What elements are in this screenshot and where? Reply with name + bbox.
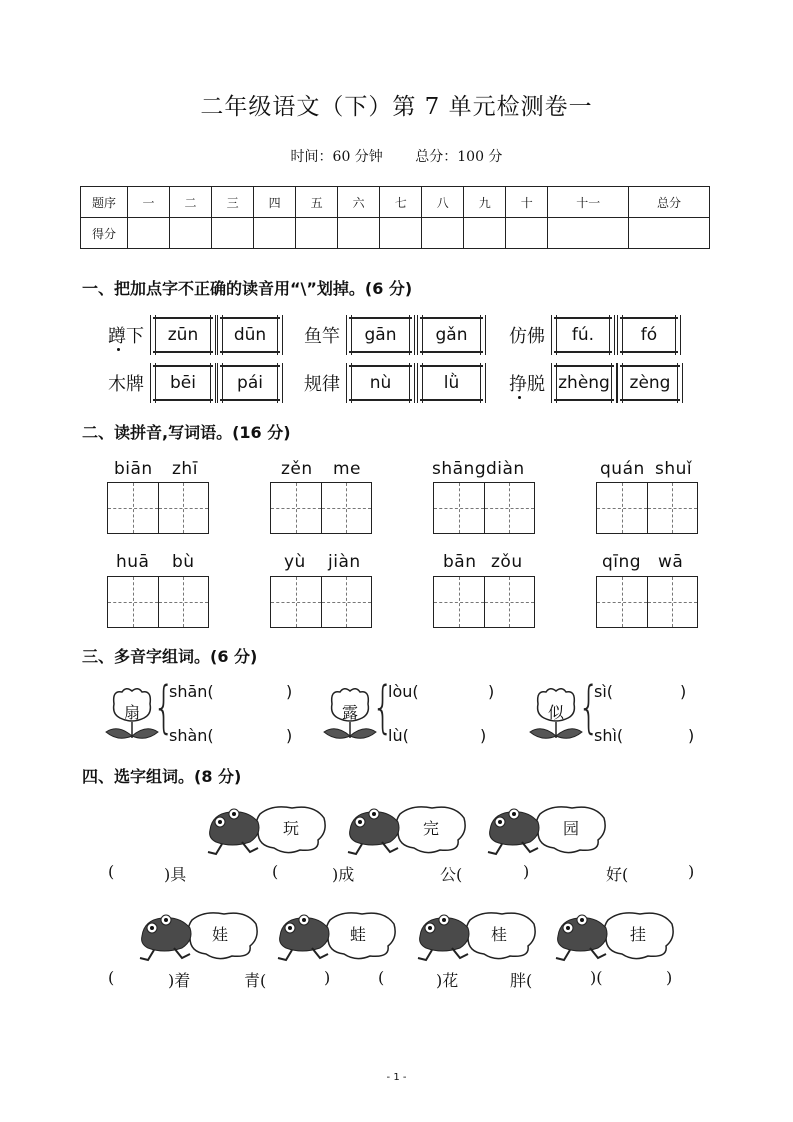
table-header-cell: 九	[464, 187, 506, 218]
pinyin-syllable: bù	[172, 552, 195, 572]
fill-blank-text[interactable]: 公(	[440, 865, 463, 884]
score-table	[80, 186, 710, 249]
pinyin-option[interactable]: gān	[349, 317, 412, 353]
q1-word: 鱼竿	[304, 326, 340, 347]
q1-word: 仿佛	[509, 326, 545, 347]
score-table-score-row	[81, 218, 710, 249]
fill-blank-close[interactable]: )	[688, 862, 695, 881]
fill-blank-text[interactable]: )(	[590, 968, 603, 987]
paren-close: )	[286, 726, 293, 745]
pinyin-option[interactable]: zèng	[620, 365, 680, 401]
candidate-char: 园	[563, 819, 580, 838]
writing-grid[interactable]	[433, 482, 535, 534]
paren-close: )	[680, 682, 687, 701]
table-header-cell: 总分	[629, 187, 710, 218]
pinyin-syllable: huā	[116, 552, 150, 572]
candidate-char: 蛙	[350, 925, 367, 944]
paren-close: )	[286, 682, 293, 701]
paren-close: )	[688, 726, 695, 745]
score-cell[interactable]	[170, 218, 212, 249]
fill-blank-open[interactable]: (	[108, 862, 115, 881]
score-cell[interactable]	[629, 218, 710, 249]
pinyin-syllable: zěn	[281, 459, 313, 479]
score-cell[interactable]	[464, 218, 506, 249]
fill-blank-open[interactable]: (	[108, 968, 115, 987]
fill-blank-text[interactable]: )成	[332, 865, 355, 884]
pinyin-option[interactable]: zūn	[153, 317, 213, 353]
fill-blank-close[interactable]: )	[324, 968, 331, 987]
pinyin-option[interactable]: pái	[220, 365, 280, 401]
frog-on-leaf-icon	[202, 800, 330, 856]
frog-on-leaf-icon	[412, 906, 540, 962]
emphasis-dot	[117, 348, 120, 351]
polyphone-reading: sì(	[594, 682, 614, 701]
pinyin-syllable: qīng	[602, 552, 642, 572]
pinyin-syllable: yù	[284, 552, 306, 572]
score-table-header-row	[81, 187, 710, 218]
polyphone-char: 露	[341, 703, 358, 722]
fill-blank-text[interactable]: )花	[436, 971, 459, 990]
frog-on-leaf-icon	[272, 906, 400, 962]
table-header-cell: 十	[506, 187, 548, 218]
paren-close: )	[488, 682, 495, 701]
brace: {	[153, 675, 175, 740]
page-number: - 1 -	[386, 1072, 407, 1083]
brace: {	[578, 675, 600, 740]
writing-grid[interactable]	[107, 576, 209, 628]
fill-blank-close[interactable]: )	[523, 862, 530, 881]
section-3-heading: 三、多音字组词。(6 分)	[82, 647, 258, 666]
time-limit: 时间：60 分钟	[290, 149, 383, 165]
polyphone-reading: shàn(	[169, 726, 214, 745]
score-cell[interactable]	[212, 218, 254, 249]
q1-word: 木牌	[108, 374, 144, 395]
table-header-cell: 二	[170, 187, 212, 218]
emphasis-dot	[518, 396, 521, 399]
pinyin-syllable: zhī	[172, 459, 198, 479]
candidate-char: 玩	[283, 819, 300, 838]
fill-blank-open[interactable]: (	[272, 862, 279, 881]
frog-on-leaf-icon	[482, 800, 610, 856]
q1-word: 挣脱	[509, 374, 545, 395]
pinyin-syllable: zǒu	[491, 552, 523, 572]
pinyin-option[interactable]: nù	[349, 365, 412, 401]
score-cell[interactable]	[296, 218, 338, 249]
paren-close: )	[480, 726, 487, 745]
score-cell[interactable]	[506, 218, 548, 249]
polyphone-char: 似	[547, 703, 564, 722]
pinyin-syllable: wā	[658, 552, 684, 572]
frog-on-leaf-icon	[134, 906, 262, 962]
pinyin-option[interactable]: bēi	[153, 365, 213, 401]
pinyin-option[interactable]: zhèng	[554, 365, 614, 401]
fill-blank-text[interactable]: 青(	[244, 971, 267, 990]
score-cell[interactable]	[128, 218, 170, 249]
candidate-char: 娃	[212, 925, 229, 944]
pinyin-option[interactable]: lǜ	[420, 365, 483, 401]
score-cell[interactable]	[422, 218, 464, 249]
table-header-cell: 五	[296, 187, 338, 218]
fill-blank-text[interactable]: 胖(	[510, 971, 533, 990]
polyphone-char: 扇	[123, 703, 140, 722]
score-cell[interactable]	[254, 218, 296, 249]
table-header-cell: 六	[338, 187, 380, 218]
pinyin-syllable: quán	[600, 459, 645, 479]
fill-blank-text[interactable]: )具	[164, 865, 187, 884]
frog-on-leaf-icon	[550, 906, 678, 962]
fill-blank-open[interactable]: (	[378, 968, 385, 987]
score-cell[interactable]	[548, 218, 629, 249]
table-header-cell: 题序	[81, 187, 128, 218]
frog-on-leaf-icon	[342, 800, 470, 856]
table-row-label: 得分	[81, 218, 128, 249]
fill-blank-close[interactable]: )	[666, 968, 673, 987]
writing-grid[interactable]	[596, 576, 698, 628]
section-4-heading: 四、选字组词。(8 分)	[82, 767, 242, 786]
section-2-heading: 二、读拼音,写词语。(16 分)	[82, 423, 291, 442]
brace: {	[372, 675, 394, 740]
section-1-heading: 一、把加点字不正确的读音用“\”划掉。(6 分)	[82, 279, 413, 298]
total-score: 总分：100 分	[415, 149, 503, 165]
writing-grid[interactable]	[433, 576, 535, 628]
pinyin-syllable: jiàn	[328, 552, 361, 572]
table-header-cell: 十一	[548, 187, 629, 218]
score-cell[interactable]	[380, 218, 422, 249]
pinyin-option[interactable]: dūn	[220, 317, 280, 353]
exam-info	[0, 146, 793, 166]
pinyin-syllable: shuǐ	[655, 459, 693, 479]
writing-grid[interactable]	[270, 576, 372, 628]
q1-word: 规律	[304, 374, 340, 395]
pinyin-option[interactable]: fó	[620, 317, 678, 353]
page-title: 二年级语文（下）第 7 单元检测卷一	[200, 94, 593, 120]
polyphone-reading: lòu(	[388, 682, 419, 701]
pinyin-option[interactable]: fú.	[554, 317, 612, 353]
polyphone-reading: lù(	[388, 726, 409, 745]
polyphone-reading: shì(	[594, 726, 624, 745]
writing-grid[interactable]	[107, 482, 209, 534]
table-header-cell: 七	[380, 187, 422, 218]
pinyin-syllable: shāng	[432, 459, 487, 479]
pinyin-syllable: diàn	[486, 459, 525, 479]
candidate-char: 桂	[491, 925, 508, 944]
table-header-cell: 一	[128, 187, 170, 218]
polyphone-reading: shān(	[169, 682, 214, 701]
fill-blank-text[interactable]: 好(	[606, 865, 629, 884]
score-cell[interactable]	[338, 218, 380, 249]
q1-word: 蹲下	[108, 326, 144, 347]
table-header-cell: 四	[254, 187, 296, 218]
pinyin-syllable: bān	[443, 552, 477, 572]
candidate-char: 挂	[630, 925, 647, 944]
writing-grid[interactable]	[270, 482, 372, 534]
pinyin-syllable: biān	[114, 459, 153, 479]
table-header-cell: 八	[422, 187, 464, 218]
fill-blank-text[interactable]: )着	[168, 971, 191, 990]
candidate-char: 完	[423, 819, 440, 838]
writing-grid[interactable]	[596, 482, 698, 534]
table-header-cell: 三	[212, 187, 254, 218]
pinyin-option[interactable]: gǎn	[420, 317, 483, 353]
pinyin-syllable: me	[333, 459, 362, 479]
